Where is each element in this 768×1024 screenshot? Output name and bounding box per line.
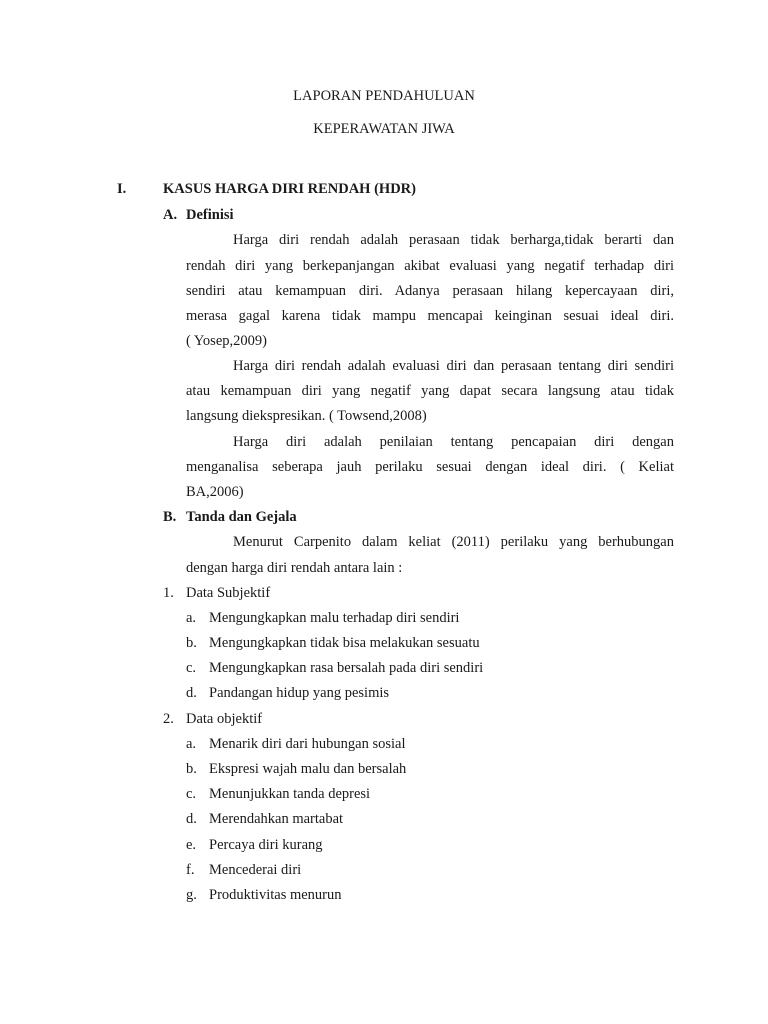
list-item-letter: f. — [186, 862, 195, 878]
section-number: I. — [117, 181, 127, 197]
list-item: Menunjukkan tanda depresi — [209, 786, 371, 802]
paragraph-line: BA,2006) — [186, 484, 244, 500]
list-title: Data objektif — [186, 711, 263, 727]
document-title: LAPORAN PENDAHULUAN — [293, 88, 475, 104]
list-item: Pandangan hidup yang pesimis — [209, 685, 390, 701]
list-item-letter: c. — [186, 786, 197, 802]
list-item: Produktivitas menurun — [209, 887, 342, 903]
list-title: Data Subjektif — [186, 585, 271, 601]
list-item: Merendahkan martabat — [209, 811, 344, 827]
section-title: KASUS HARGA DIRI RENDAH (HDR) — [163, 181, 416, 197]
paragraph-line: Harga diri adalah penilaian tentang pencapaian diri dengan — [233, 434, 674, 450]
document-subtitle: KEPERAWATAN JIWA — [313, 121, 455, 137]
list-item-letter: a. — [186, 736, 197, 752]
paragraph-line: dengan harga diri rendah antara lain : — [186, 560, 403, 576]
list-item-letter: d. — [186, 811, 197, 827]
paragraph-line: rendah diri yang berkepanjangan akibat evaluasi yang negatif terhadap diri — [186, 258, 674, 274]
list-item-letter: g. — [186, 887, 197, 903]
list-item: Mengungkapkan tidak bisa melakukan sesuatu — [209, 635, 480, 651]
paragraph-line: atau kemampuan diri yang negatif yang dapat secara langsung atau tidak — [186, 383, 674, 399]
list-item-letter: a. — [186, 610, 197, 626]
paragraph-line: Harga diri rendah adalah evaluasi diri dan perasaan tentang diri sendiri — [233, 358, 674, 374]
list-item: Mengungkapkan malu terhadap diri sendiri — [209, 610, 460, 626]
list-item-letter: e. — [186, 837, 197, 853]
list-item-letter: b. — [186, 761, 197, 777]
paragraph-line: Menurut Carpenito dalam keliat (2011) perilaku yang berhubungan — [233, 534, 674, 550]
paragraph-line: merasa gagal karena tidak mampu mencapai keinginan sesuai ideal diri. — [186, 308, 674, 324]
list-item: Mencederai diri — [209, 862, 302, 878]
list-item: Ekspresi wajah malu dan bersalah — [209, 761, 407, 777]
list-item-letter: d. — [186, 685, 197, 701]
list-number: 1. — [163, 585, 174, 601]
list-item: Percaya diri kurang — [209, 837, 323, 853]
paragraph-line: sendiri atau kemampuan diri. Adanya perasaan hilang kepercayaan diri, — [186, 283, 674, 299]
paragraph-line: Harga diri rendah adalah perasaan tidak berharga,tidak berarti dan — [233, 232, 674, 248]
list-item-letter: b. — [186, 635, 197, 651]
list-item-letter: c. — [186, 660, 197, 676]
paragraph-line: menganalisa seberapa jauh perilaku sesuai dengan ideal diri. ( Keliat — [186, 459, 674, 475]
paragraph-line: ( Yosep,2009) — [186, 333, 267, 349]
subsection-b-label: B. — [163, 509, 177, 525]
subsection-b-title: Tanda dan Gejala — [186, 509, 297, 525]
list-item: Menarik diri dari hubungan sosial — [209, 736, 406, 752]
subsection-a-label: A. — [163, 207, 178, 223]
subsection-a-title: Definisi — [186, 207, 234, 223]
list-item: Mengungkapkan rasa bersalah pada diri sendiri — [209, 660, 484, 676]
list-number: 2. — [163, 711, 174, 727]
paragraph-line: langsung diekspresikan. ( Towsend,2008) — [186, 408, 427, 424]
